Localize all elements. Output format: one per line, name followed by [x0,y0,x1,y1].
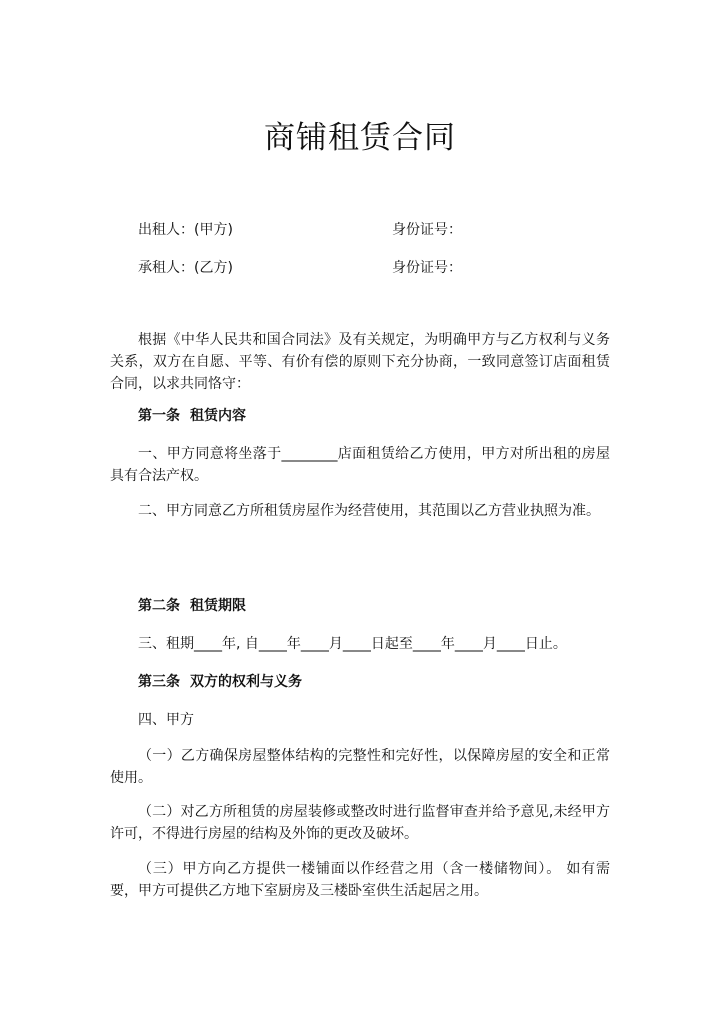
article3-heading [138,672,302,693]
article1-title: 租赁内容 [190,408,246,424]
article3-title: 双方的权利与义务 [190,674,302,690]
lessee-id-label: 身份证号： [392,260,462,276]
article3-sub1: （一）乙方确保房屋整体结构的完整性和完好性，以保障房屋的安全和正常使用。 [110,748,610,786]
lessor-label: 出租人：(甲方) [138,222,233,238]
article2-heading [138,596,246,617]
article2-title: 租赁期限 [190,598,246,614]
article2-item3: 三、租期____年, 自____年____月____日起至____年____月____日止。 [138,636,567,652]
article3-item4: 四、甲方 [138,712,194,728]
article1-number: 第一条 [138,408,180,424]
intro-paragraph: 根据《中华人民共和国合同法》及有关规定，为明确甲方与乙方权利与义务关系，双方在自愿、平等、有价有偿的原则下充分协商，一致同意签订店面租赁合同，以求共同恪守： [110,332,610,392]
article2-number: 第二条 [138,598,180,614]
article3-sub2: （二）对乙方所租赁的房屋装修或整改时进行监督审查并给予意见,未经甲方许可，不得进行房屋的结构及外饰的更改及破坏。 [110,804,610,842]
lessor-id-label: 身份证号： [392,222,462,238]
article1-heading [138,406,246,427]
document-title: 商铺租赁合同 [264,120,456,156]
article3-sub3: （三）甲方向乙方提供一楼铺面以作经营之用（含一楼储物间）。 如有需要，甲方可提供乙方地下室厨房及三楼卧室供生活起居之用。 [110,861,610,899]
lessee-label: 承租人：(乙方) [138,260,233,276]
article1-item2: 二、甲方同意乙方所租赁房屋作为经营使用，其范围以乙方营业执照为准。 [138,503,600,519]
article1-item1: 一、甲方同意将坐落于________店面租赁给乙方使用，甲方对所出租的房屋具有合法产权。 [110,446,610,484]
article3-number: 第三条 [138,674,180,690]
